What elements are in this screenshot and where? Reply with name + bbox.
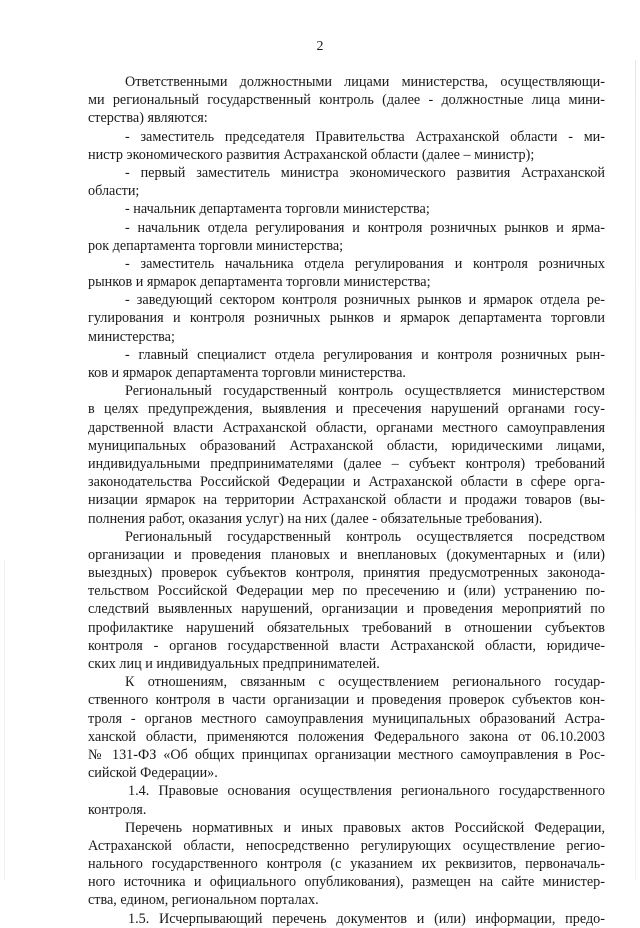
text-line [0,891,640,909]
text-line [0,691,640,709]
text-line-content: ков и ярмарок департамента торговли министерства. [88,365,406,381]
text-line [0,546,640,564]
text-line-content: стерства) являются: [88,110,208,127]
text-line [0,855,640,873]
text-line-content: рок департамента торговли министерства; [88,237,344,254]
text-line-content: в целях предупреждения, выявления и пресечения нарушений органами госу- [88,401,605,418]
text-line [0,637,640,655]
text-line [0,255,640,273]
text-line [0,619,640,637]
text-line [0,819,640,837]
text-line-content: ских лиц и индивидуальных предпринимателей. [88,656,380,672]
text-line [0,273,640,291]
text-line-content: Астраханской области, непосредственно регулирующих осуществление регио- [88,837,605,854]
text-line [0,328,640,346]
text-line-content: гулирования и контроля розничных рынков и ярмарок департамента торговли [88,310,605,327]
text-line [0,473,640,491]
text-line-content: Перечень нормативных и иных правовых актов Российской Федерации, [125,819,605,836]
text-line [0,564,640,582]
text-line [0,146,640,164]
text-line [0,582,640,600]
text-line-content: области; [88,183,140,200]
text-line [0,528,640,546]
text-line-content: тельством Российской Федерации мер по пресечению и (или) устранению по- [88,583,605,600]
text-line [0,764,640,782]
text-line [0,309,640,327]
text-line [0,655,640,673]
text-line-content: 1.5. Исчерпывающий перечень документов и (или) информации, предо- [128,910,605,927]
text-line [0,600,640,618]
text-line [0,219,640,237]
text-line-content: 1.4. Правовые основания осуществления регионального государственного [128,783,605,800]
text-line-content: контроля. [88,801,147,818]
text-line [0,182,640,200]
text-line-content: - начальник департамента торговли министерства; [125,201,430,218]
text-line-content: - заместитель председателя Правительства Астраханской области - ми- [125,128,605,145]
text-line [0,728,640,746]
text-line [0,455,640,473]
text-line [0,109,640,127]
text-line [0,746,640,764]
text-line-content: ханской области, применяются положения Федерального закона от 06.10.2003 [88,728,605,745]
text-line [0,710,640,728]
text-line-content: Ответственными должностными лицами министерства, осуществляющи- [125,74,605,90]
text-line-content: индивидуальными предпринимателями (далее – субъект контроля) требований [88,455,605,472]
text-line [0,491,640,509]
text-line-content: выездных) проверок субъектов контроля, принятия предусмотренных законода- [88,565,605,582]
text-line [0,91,640,109]
text-line [0,873,640,891]
text-line [0,346,640,364]
page-number: 2 [316,39,324,54]
text-line-content: нистр экономического развития Астраханской области (далее – министр); [88,146,535,163]
text-line-content: низации ярмарок на территории Астраханской области и продажи товаров (вы- [88,492,605,509]
text-line [0,419,640,437]
text-line [0,782,640,800]
text-line [0,364,640,382]
text-line-content: муниципальных образований Астраханской области, юридическими лицами, [88,437,605,454]
text-line-content: дарственной власти Астраханской области, органами местного самоуправления [88,419,605,436]
text-line [0,910,640,928]
text-line [0,164,640,182]
document-body [0,73,640,928]
text-line-content: К отношениям, связанным с осуществлением регионального государ- [125,674,605,691]
text-line-content: - первый заместитель министра экономического развития Астраханской [125,164,605,181]
text-line-content: ственного контроля в части организации и проведения проверок субъектов кон- [88,692,605,709]
text-line-content: следствий выявленных нарушений, организации и проведения мероприятий по [88,601,605,618]
text-line-content: сийской Федерации». [88,765,218,782]
text-line [0,437,640,455]
text-line-content: ства, едином, региональном порталах. [88,892,319,909]
text-line [0,128,640,146]
text-line-content: № 131-ФЗ «Об общих принципах организации местного самоуправления в Рос- [88,746,605,763]
text-line [0,200,640,218]
text-line [0,837,640,855]
text-line [0,510,640,528]
text-line-content: - заведующий сектором контроля розничных рынков и ярмарок отдела ре- [125,292,605,309]
text-line-content: - главный специалист отдела регулирования и контроля розничных рын- [125,346,605,363]
text-line-content: организации и проведения плановых и внеплановых (документарных и (или) [88,546,605,563]
text-line-content: министерства; [88,328,175,345]
text-line-content: - заместитель начальника отдела регулирования и контроля розничных [125,255,605,272]
text-line-content: полнения работ, оказания услуг) на них (далее - обязательные требования). [88,510,543,527]
text-line [0,400,640,418]
text-line-content: контроля - органов государственной власти Астраханской области, юридиче- [88,637,605,654]
text-line-content: рынков и ярмарок департамента торговли министерства; [88,274,431,291]
text-line-content: профилактике нарушений обязательных требований в отношении субъектов [88,619,605,636]
text-line [0,237,640,255]
text-line-content: троля - органов местного самоуправления муниципальных образований Астра- [88,710,605,727]
text-line-content: ми региональный государственный контроль (далее - должностные лица мини- [88,92,605,109]
text-line-content: нального государственного контроля (с указанием их реквизитов, первоначаль- [88,856,605,873]
text-line-content: Региональный государственный контроль осуществляется министерством [125,383,605,400]
text-line-content: законодательства Российской Федерации и Астраханской области в сфере орга- [88,474,605,491]
text-line-content: ного источника и официального опубликования), размещен на сайте министер- [88,874,605,891]
text-line [0,673,640,691]
text-line-content: Региональный государственный контроль осуществляется посредством [125,528,605,545]
text-line [0,801,640,819]
text-line [0,382,640,400]
text-line-content: - начальник отдела регулирования и контроля розничных рынков и ярма- [125,219,605,236]
text-line [0,73,640,91]
text-line [0,291,640,309]
